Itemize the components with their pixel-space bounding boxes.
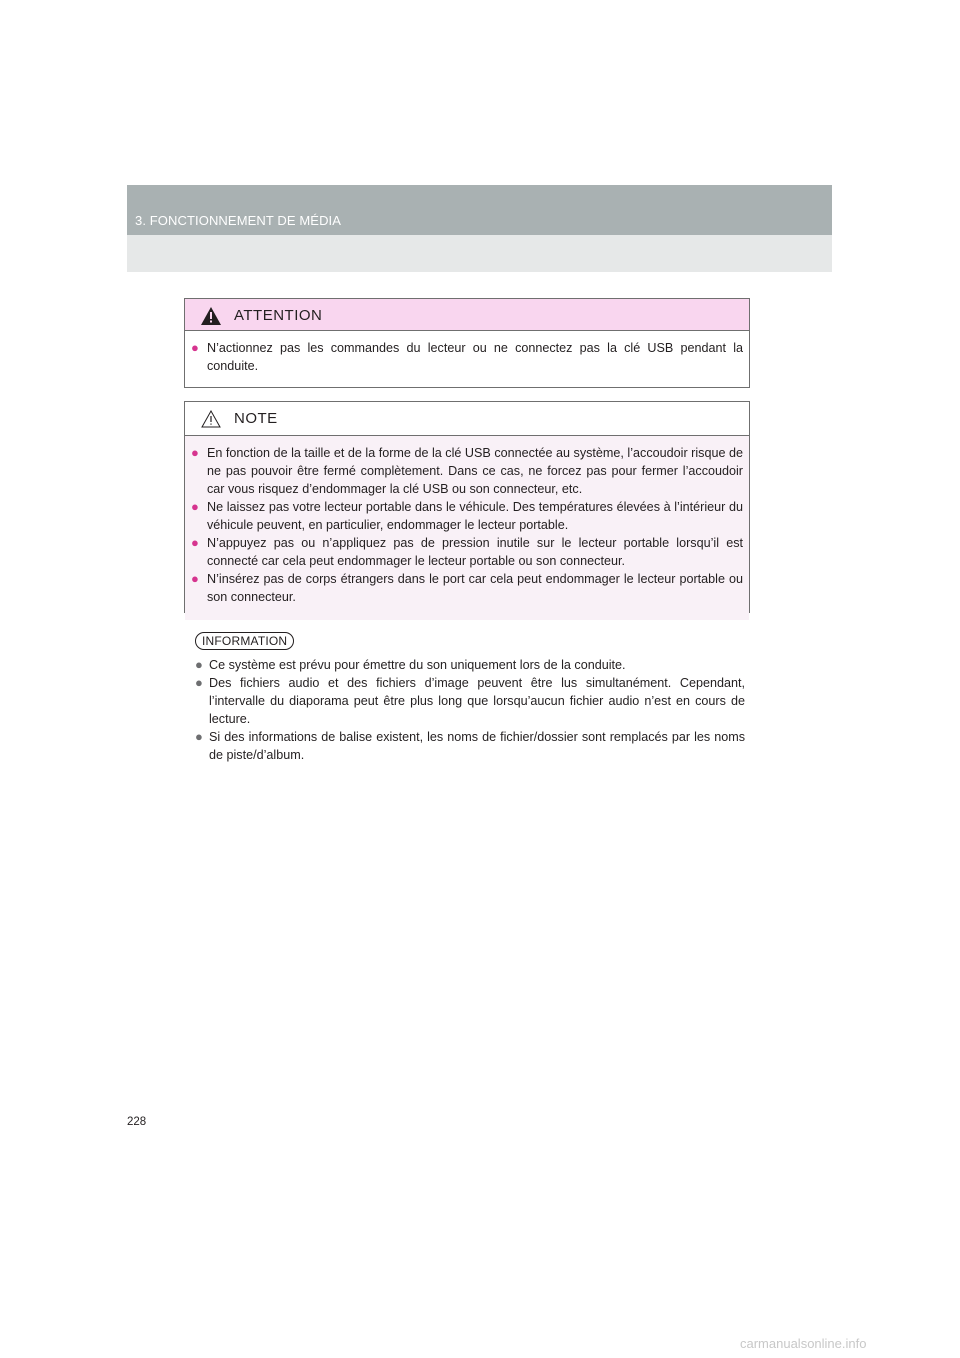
note-box (184, 401, 750, 613)
bullet-icon: ● (195, 675, 203, 690)
note-item-text: En fonction de la taille et de la forme de la clé USB connectée au système, l’accoudoir risque de ne pas pouvoir être fermé complètement. Dans ce cas, ne forcez pas pour fermer l’accoudoir car vous risquez d’endommager la clé USB ou son connecteur, etc. (207, 446, 743, 496)
bullet-icon: ● (191, 340, 199, 355)
bullet-icon: ● (191, 571, 199, 586)
note-item-text: N’insérez pas de corps étrangers dans le port car cela peut endommager le lecteur portable ou son connecteur. (207, 572, 743, 604)
note-item-text: Ne laissez pas votre lecteur portable dans le véhicule. Des températures élevées à l’intérieur du véhicule peuvent, en particulier, endommager le lecteur portable. (207, 500, 743, 532)
warning-triangle-icon (201, 307, 221, 325)
list-item (195, 674, 745, 728)
bullet-icon: ● (195, 729, 203, 744)
header-subbar (127, 235, 832, 272)
information-item-text: Des fichiers audio et des fichiers d’image peuvent être lus simultanément. Cependant, l’intervalle du diaporama peut être plus long que lorsqu’aucun fichier audio n’est en cours de lecture. (209, 676, 745, 726)
list-item (191, 339, 743, 375)
list-item (191, 498, 743, 534)
list-item (191, 444, 743, 498)
information-item-text: Si des informations de balise existent, les noms de fichier/dossier sont remplacés par les noms de piste/d’album. (209, 730, 745, 762)
bullet-icon: ● (191, 499, 199, 514)
note-item-text: N’appuyez pas ou n’appliquez pas de pression inutile sur le lecteur portable lorsqu’il est connecté car cela peut endommager le lecteur portable ou son connecteur. (207, 536, 743, 568)
attention-title: ATTENTION (234, 307, 323, 324)
bullet-icon: ● (195, 657, 203, 672)
information-list (195, 656, 745, 764)
attention-item-text: N’actionnez pas les commandes du lecteur ou ne connectez pas la clé USB pendant la conduite. (207, 341, 743, 373)
bullet-icon: ● (191, 445, 199, 460)
note-header (185, 402, 749, 436)
list-item (195, 656, 745, 674)
attention-body (185, 331, 749, 375)
information-tag: INFORMATION (195, 632, 294, 650)
attention-header (185, 299, 749, 331)
section-title: 3. FONCTIONNEMENT DE MÉDIA (135, 213, 342, 228)
watermark: carmanualsonline.info (740, 1336, 867, 1351)
list-item (191, 534, 743, 570)
warning-triangle-outline-icon (201, 410, 221, 428)
note-body (185, 436, 749, 620)
note-title: NOTE (234, 410, 278, 427)
list-item (195, 728, 745, 764)
page-number: 228 (127, 1116, 147, 1128)
attention-box (184, 298, 750, 388)
list-item (191, 570, 743, 606)
bullet-icon: ● (191, 535, 199, 550)
information-item-text: Ce système est prévu pour émettre du son uniquement lors de la conduite. (209, 658, 626, 672)
